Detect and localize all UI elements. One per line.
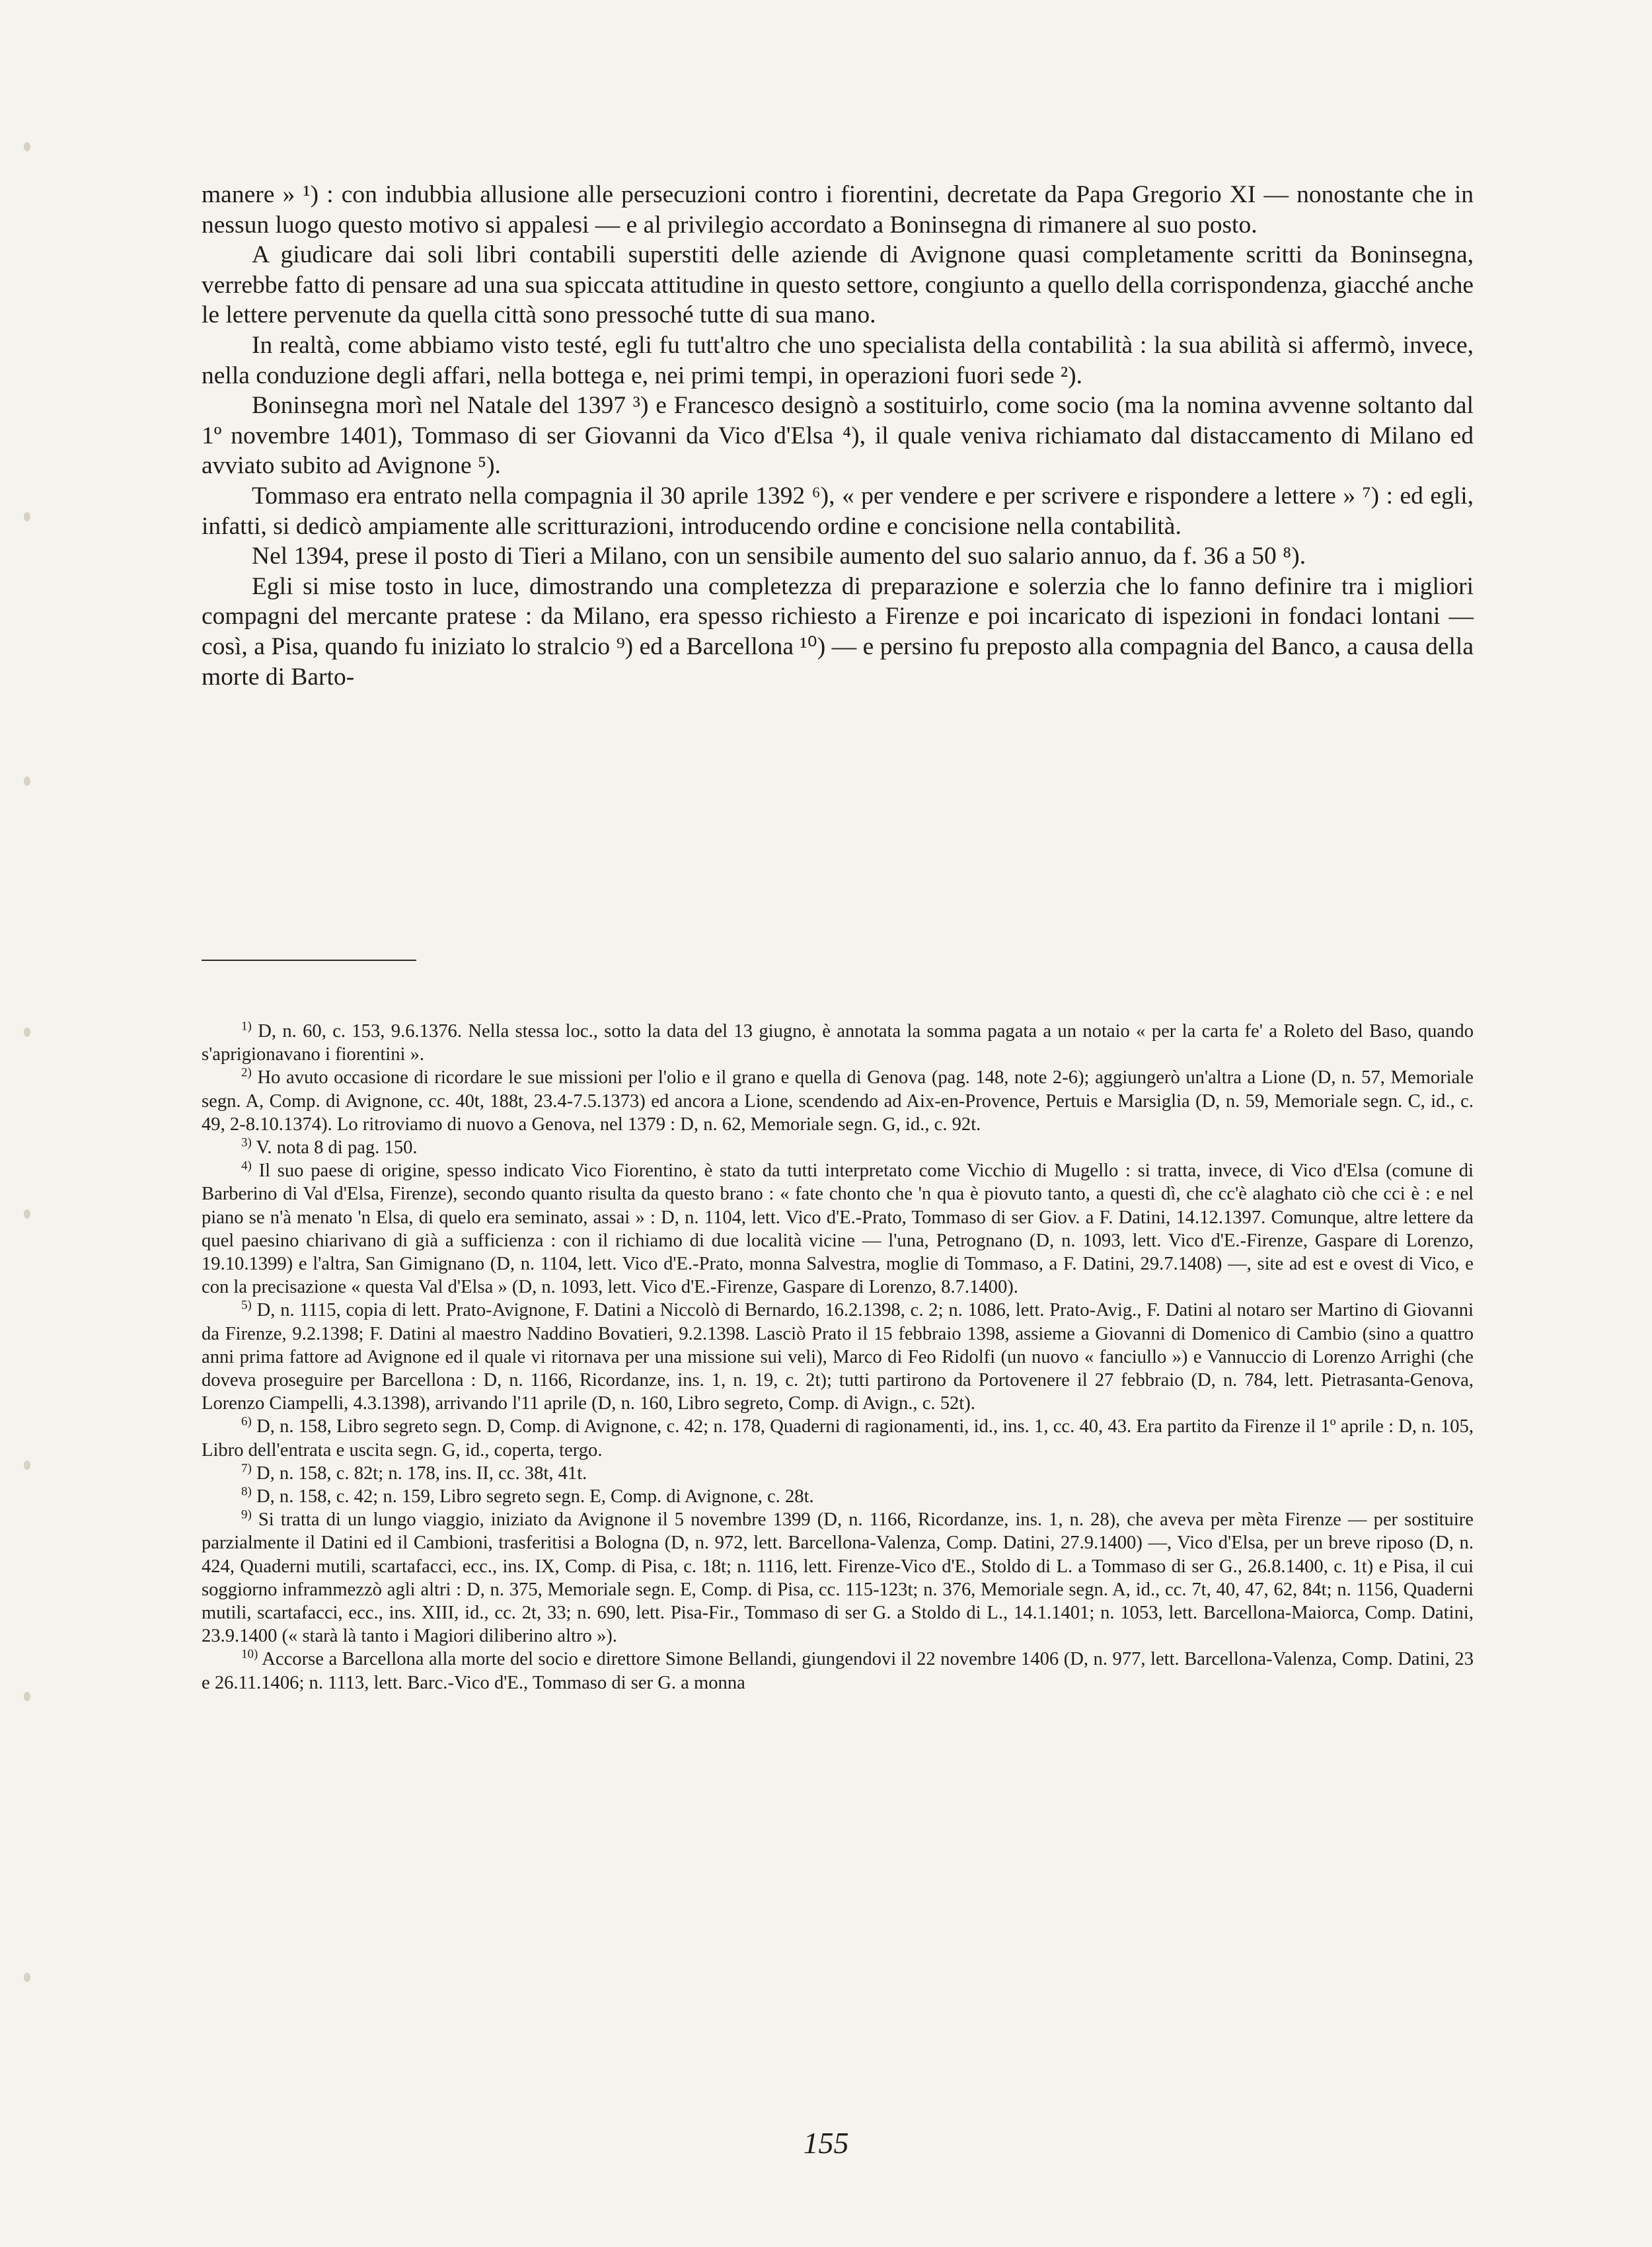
footnote-text: Il suo paese di origine, spesso indicato Vico Fiorentino, è stato da tutti interpretato come Vicchio di Mugello : si tratta, invece, di Vico d'Elsa (comune di Barberino di Val d'Elsa, Firenze), secondo quanto risulta da questo brano : « fate chonto che 'n qua è piovuto tanto, a questi dì, che cc'è alaghato ciò che cci è : e nel piano se n'à menato 'n Elsa, di quelo era seminato, assai » : D, n. 1104, lett. Vico d'E.-Prato, Tommaso di ser Giov. a F. Datini, 14.12.1397. Comunque, altre lettere da quel paesino chiarivano di già a sufficienza : con il richiamo di due località vicine — l'una, Petrognano (D, n. 1093, lett. Vico d'E.-Firenze, Gaspare di Lorenzo, 19.10.1399) e l'altra, San Gimignano (D, n. 1104, lett. Vico d'E.-Prato, monna Salvestra, moglie di Tommaso, a F. Datini, 29.7.1408) —, site ad est e ovest di Vico, e con la precisazione « questa Val d'Elsa » (D, n. 1093, lett. Vico d'E.-Firenze, Gaspare di Lorenzo, 8.7.1400). <box>202 1161 1474 1298</box>
footnote-text: D, n. 158, c. 42; n. 159, Libro segreto segn. E, Comp. di Avignone, c. 28t. <box>256 1486 814 1507</box>
footnote-text: D, n. 60, c. 153, 9.6.1376. Nella stessa loc., sotto la data del 13 giugno, è annotata la somma pagata a un notaio « per la carta fe' a Roleto del Baso, quando s'aprigionavano i fiorentini ». <box>202 1021 1474 1065</box>
footnote-number: 4) <box>241 1159 252 1173</box>
binding-hole <box>24 1028 30 1037</box>
body-paragraph: Boninsegna morì nel Natale del 1397 ³) e Francesco designò a sostituirlo, come socio (ma la nomina avvenne soltanto dal 1º novembre 1401), Tommaso di ser Giovanni da Vico d'Elsa ⁴), il quale veniva richiamato dal distaccamento di Milano ed avviato subito ad Avignone ⁵). <box>202 392 1474 480</box>
footnote <box>202 1485 1474 1508</box>
footnote-text: Si tratta di un lungo viaggio, iniziato da Avignone il 5 novembre 1399 (D, n. 1166, Ricordanze, ins. 1, n. 28), che aveva per mèta Firenze — per sostituire parzialmente il Datini ed il Cambioni, trasferitisi a Bologna (D, n. 972, lett. Barcellona-Valenza, Comp. Datini, 27.9.1400) —, Vico d'Elsa, per un breve riposo (D, n. 424, Quaderni mutili, scartafacci, ecc., ins. IX, Comp. di Pisa, c. 18t; n. 1116, lett. Firenze-Vico d'E., Stoldo di L. a Tommaso di ser G., 26.8.1400, c. 1t) e Pisa, il cui soggiorno inframmezzò agli altri : D, n. 375, Memoriale segn. E, Comp. di Pisa, cc. 115-123t; n. 376, Memoriale segn. A, id., cc. 7t, 40, 47, 62, 84t; n. 1156, Quaderni mutili, scartafacci, ecc., ins. XIII, id., cc. 2t, 33; n. 690, lett. Pisa-Fir., Tommaso di ser G. a Stoldo di L., 14.1.1401; n. 1053, lett. Barcellona-Maiorca, Comp. Datini, 23.9.1400 (« starà là tanto i Magiori diliberino altro »). <box>202 1509 1474 1647</box>
footnotes <box>202 1020 1474 1695</box>
page-number: 155 <box>803 2126 849 2160</box>
footnote-number: 7) <box>241 1461 252 1476</box>
body-paragraph: Nel 1394, prese il posto di Tieri a Milano, con un sensibile aumento del suo salario annuo, da f. 36 a 50 ⁸). <box>252 543 1306 570</box>
footnote <box>202 1415 1474 1461</box>
body-paragraph: In realtà, come abbiamo visto testé, egli fu tutt'altro che uno specialista della contabilità : la sua abilità si affermò, invece, nella conduzione degli affari, nella bottega e, nei primi tempi, in operazioni fuori sede ²). <box>202 331 1474 389</box>
footnote-text: Ho avuto occasione di ricordare le sue missioni per l'olio e il grano e quella di Genova (pag. 148, note 2-6); aggiungerò un'altra a Lione (D, n. 57, Memoriale segn. A, Comp. di Avignone, cc. 40t, 188t, 23.4-7.5.1373) ed ancora a Lione, scendendo ad Aix-en-Provence, Pertuis e Marsiglia (D, n. 59, Memoriale segn. C, id., c. 49, 2-8.10.1374). Lo ritroviamo di nuovo a Genova, nel 1379 : D, n. 62, Memoriale segn. G, id., c. 92t. <box>202 1067 1474 1135</box>
main-text <box>202 180 1474 692</box>
footnote-divider <box>202 960 416 961</box>
footnote-text: D, n. 1115, copia di lett. Prato-Avignone, F. Datini a Niccolò di Bernardo, 16.2.1398, c. 2; n. 1086, lett. Prato-Avig., F. Datini al notaro ser Martino di Giovanni da Firenze, 9.2.1398; F. Datini al maestro Naddino Bovatieri, 9.2.1398. Lasciò Prato il 15 febbraio 1398, assieme a Giovanni di Domenico di Cambio (sino a quattro anni prima fattore ad Avignone ed il quale vi ritornava per una missione sui veli), Marco di Feo Ridolfi (un nuovo « fanciullo ») e Vannuccio di Lorenzo Arrighi (che doveva proseguire per Barcellona : D, n. 1166, Ricordanze, ins. 1, n. 19, c. 2t); tutti partirono da Portovenere il 27 febbraio (D, n. 784, lett. Pietrasanta-Genova, Lorenzo Ciampelli, 4.3.1398), arrivando l'11 aprile (D, n. 160, Libro segreto, Comp. di Avign., c. 52t). <box>202 1300 1474 1414</box>
body-paragraph: manere » ¹) : con indubbia allusione alle persecuzioni contro i fiorentini, decretate da Papa Gregorio XI — nonostante che in nessun luogo questo motivo si appalesi — e al privilegio accordato a Boninsegna di rimanere al suo posto. <box>202 181 1474 239</box>
footnote <box>202 1066 1474 1136</box>
footnote <box>202 1136 1474 1159</box>
footnote-number: 9) <box>241 1507 252 1522</box>
footnote-number: 3) <box>241 1135 252 1150</box>
footnote-number: 6) <box>241 1414 252 1429</box>
footnote <box>202 1020 1474 1066</box>
body-paragraph: Egli si mise tosto in luce, dimostrando una completezza di preparazione e solerzia che lo fanno definire tra i migliori compagni del mercante pratese : da Milano, era spesso richiesto a Firenze e poi incaricato di ispezioni in fondaci lontani — così, a Pisa, quando fu iniziato lo stralcio ⁹) ed a Barcellona ¹⁰) — e persino fu preposto alla compagnia del Banco, a causa della morte di Barto- <box>202 572 1474 691</box>
binding-hole <box>24 142 30 151</box>
binding-hole <box>24 777 30 786</box>
binding-hole <box>24 1973 30 1982</box>
footnote-text: Accorse a Barcellona alla morte del socio e direttore Simone Bellandi, giungendovi il 22 novembre 1406 (D, n. 977, lett. Barcellona-Valenza, Comp. Datini, 23 e 26.11.1406; n. 1113, lett. Barc.-Vico d'E., Tommaso di ser G. a monna <box>202 1649 1474 1693</box>
footnote <box>202 1648 1474 1694</box>
binding-hole <box>24 1692 30 1701</box>
footnote-number: 8) <box>241 1484 252 1499</box>
footnote <box>202 1508 1474 1648</box>
binding-hole <box>24 512 30 521</box>
binding-hole <box>24 1461 30 1470</box>
footnote-text: D, n. 158, c. 82t; n. 178, ins. II, cc. 38t, 41t. <box>256 1463 587 1484</box>
footnote-number: 1) <box>241 1019 252 1034</box>
footnote <box>202 1462 1474 1485</box>
footnote-number: 5) <box>241 1298 252 1313</box>
body-paragraph: Tommaso era entrato nella compagnia il 30 aprile 1392 ⁶), « per vendere e per scrivere e rispondere a lettere » ⁷) : ed egli, infatti, si dedicò ampiamente alle scritturazioni, introducendo ordine e concisione nella contabilità. <box>202 482 1474 540</box>
binding-hole <box>24 1209 30 1219</box>
footnote-number: 10) <box>241 1647 258 1661</box>
footnote-text: V. nota 8 di pag. 150. <box>256 1137 418 1159</box>
footnote-number: 2) <box>241 1065 252 1080</box>
footnote <box>202 1299 1474 1415</box>
body-paragraph: A giudicare dai soli libri contabili superstiti delle aziende di Avignone quasi completamente scritti da Boninsegna, verrebbe fatto di pensare ad una sua spiccata attitudine in questo settore, congiunto a quello della corrispondenza, giacché anche le lettere pervenute da quella città sono pressoché tutte di sua mano. <box>202 241 1474 329</box>
footnote-text: D, n. 158, Libro segreto segn. D, Comp. di Avignone, c. 42; n. 178, Quaderni di ragionamenti, id., ins. 1, cc. 40, 43. Era partito da Firenze il 1º aprile : D, n. 105, Libro dell'entrata e uscita segn. G, id., coperta, tergo. <box>202 1416 1474 1461</box>
footnote <box>202 1159 1474 1299</box>
